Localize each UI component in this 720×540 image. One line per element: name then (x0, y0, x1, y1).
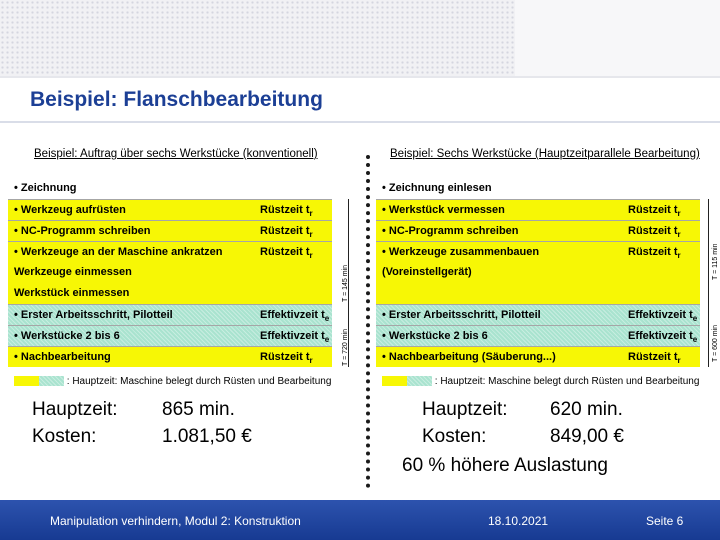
row-time-subscript: r (309, 356, 313, 366)
row-time-subscript: r (309, 209, 313, 219)
footer-page-number: Seite 6 (646, 514, 684, 528)
table-row (376, 262, 700, 283)
row-time-subscript: r (677, 356, 681, 366)
right-vlabel-bottom: T = 600 min (712, 324, 719, 362)
row-time-type (260, 347, 313, 371)
legend-swatch-yellow (382, 376, 407, 386)
row-time-subscript: r (677, 230, 681, 240)
row-task: • Werkzeuge an der Maschine ankratzen (14, 246, 223, 258)
left-vlabel-top: T = 145 min (342, 264, 349, 302)
table-row (8, 283, 332, 304)
left-legend (14, 376, 331, 387)
left-hauptzeit-label: Hauptzeit: (32, 399, 118, 420)
row-time-subscript: e (324, 314, 330, 324)
table-row (376, 220, 700, 241)
row-time-label: Effektivzeit t (628, 309, 693, 321)
table-row (376, 304, 700, 325)
row-time-label: Rüstzeit t (628, 246, 678, 258)
left-hauptzeit-value: 865 min. (162, 399, 235, 420)
table-row (376, 199, 700, 220)
row-task: • Werkstücke 2 bis 6 (14, 330, 120, 342)
row-task: • NC-Programm schreiben (382, 225, 519, 237)
table-row (8, 325, 332, 346)
auslastung-note: 60 % höhere Auslastung (402, 455, 608, 476)
right-legend-text: : Hauptzeit: Maschine belegt durch Rüsten und Bearbeitung (434, 376, 700, 387)
right-stats (422, 396, 712, 452)
row-task: • Zeichnung (14, 182, 77, 194)
left-kosten-value: 1.081,50 € (162, 426, 252, 447)
right-kosten-label: Kosten: (422, 426, 487, 447)
row-time-label: Rüstzeit t (628, 351, 678, 363)
row-task: • Werkstück vermessen (382, 204, 505, 216)
row-task: • Nachbearbeitung (Säuberung...) (382, 351, 556, 363)
left-table-rows (8, 178, 332, 367)
left-kosten-label: Kosten: (32, 426, 97, 447)
row-task: • Erster Arbeitsschritt, Pilotteil (14, 309, 173, 321)
table-row (8, 241, 332, 262)
right-vlabel-top: T = 115 min (712, 243, 719, 280)
row-task: (Voreinstellgerät) (382, 266, 472, 278)
right-kosten-value: 849,00 € (550, 426, 624, 447)
right-vbracket-top (708, 199, 709, 304)
table-row (8, 346, 332, 367)
right-hauptzeit-value: 620 min. (550, 399, 623, 420)
row-task: • Zeichnung einlesen (382, 182, 492, 194)
footer-module: Manipulation verhindern, Modul 2: Konstruktion (50, 514, 301, 528)
row-task: Werkzeuge einmessen (14, 266, 132, 278)
table-row (8, 199, 332, 220)
table-row (8, 262, 332, 283)
slide-title: Beispiel: Flanschbearbeitung (30, 88, 323, 111)
legend-swatch-green (407, 376, 432, 386)
title-rule (0, 121, 720, 123)
table-row (376, 325, 700, 346)
table-row (376, 241, 700, 262)
legend-swatch-yellow (14, 376, 39, 386)
table-row (376, 178, 700, 199)
row-time-subscript: r (309, 251, 313, 261)
header-band-right (515, 0, 720, 78)
row-time-subscript: r (677, 251, 681, 261)
table-row (376, 346, 700, 367)
row-task: • Werkzeuge zusammenbauen (382, 246, 540, 258)
row-time-label: Effektivzeit t (260, 309, 325, 321)
row-task: Werkstück einmessen (14, 287, 130, 299)
column-divider (366, 155, 370, 488)
table-row (8, 220, 332, 241)
row-task: • Erster Arbeitsschritt, Pilotteil (382, 309, 541, 321)
right-table (376, 140, 719, 394)
left-table-heading: Beispiel: Auftrag über sechs Werkstücke (konventionell) (34, 148, 318, 160)
row-time-type (628, 347, 681, 371)
row-time-label: Rüstzeit t (260, 351, 310, 363)
left-table (8, 140, 349, 394)
row-time-label: Rüstzeit t (628, 204, 678, 216)
left-legend-text: : Hauptzeit: Maschine belegt durch Rüsten und Bearbeitung (66, 376, 332, 387)
header-divider (0, 76, 720, 78)
row-time-label: Effektivzeit t (260, 330, 325, 342)
legend-swatch-green (39, 376, 64, 386)
row-task: • NC-Programm schreiben (14, 225, 151, 237)
right-table-rows (376, 178, 700, 367)
row-time-subscript: r (309, 230, 313, 240)
left-vlabel-bottom: T = 720 min (342, 328, 349, 366)
row-time-label: Rüstzeit t (260, 246, 310, 258)
row-time-subscript: e (692, 314, 698, 324)
row-task: • Nachbearbeitung (14, 351, 111, 363)
table-row (8, 178, 332, 199)
row-time-subscript: e (692, 335, 698, 345)
left-stats (32, 396, 352, 452)
row-time-subscript: r (677, 209, 681, 219)
right-vbracket-bottom (708, 304, 709, 367)
row-time-label: Effektivzeit t (628, 330, 693, 342)
row-task: • Werkzeug aufrüsten (14, 204, 126, 216)
right-table-heading: Beispiel: Sechs Werkstücke (Hauptzeitparallele Bearbeitung) (390, 148, 700, 160)
row-time-subscript: e (324, 335, 330, 345)
row-task: • Werkstücke 2 bis 6 (382, 330, 488, 342)
footer-bar (0, 500, 720, 540)
right-hauptzeit-label: Hauptzeit: (422, 399, 508, 420)
row-time-label: Rüstzeit t (628, 225, 678, 237)
table-row (8, 304, 332, 325)
footer-date: 18.10.2021 (488, 514, 549, 528)
table-row (376, 283, 700, 304)
row-time-label: Rüstzeit t (260, 204, 310, 216)
row-time-label: Rüstzeit t (260, 225, 310, 237)
right-legend (382, 376, 699, 387)
